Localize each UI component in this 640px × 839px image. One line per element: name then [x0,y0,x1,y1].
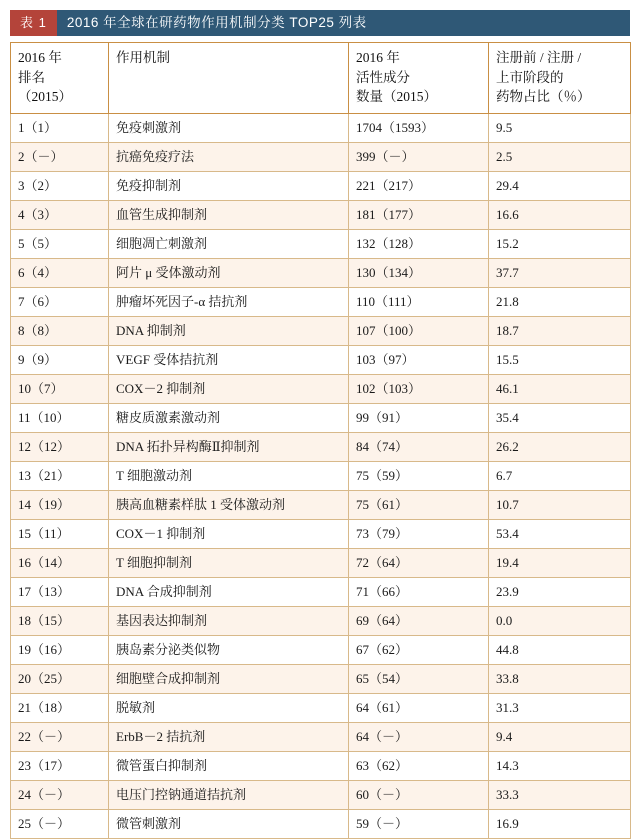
cell-rank: 12（12） [11,432,109,461]
cell-percentage: 37.7 [489,258,631,287]
cell-rank: 11（10） [11,403,109,432]
cell-rank: 10（7） [11,374,109,403]
cell-count: 1704（1593） [349,113,489,142]
cell-rank: 22（－） [11,722,109,751]
cell-count: 110（111） [349,287,489,316]
header-line: 上市阶段的 [496,69,564,85]
cell-rank: 25（－） [11,809,109,838]
table-row [11,345,631,374]
cell-count: 64（－） [349,722,489,751]
header-line: 2016 年 [356,50,400,65]
header-line: 药物占比（％） [496,89,591,105]
header-line: （2015） [18,89,72,105]
cell-mechanism: 胰岛素分泌类似物 [109,635,349,664]
cell-percentage: 9.5 [489,113,631,142]
cell-mechanism: T 细胞抑制剂 [109,548,349,577]
cell-mechanism: 肿瘤坏死因子-α 拮抗剂 [109,287,349,316]
table-row [11,548,631,577]
table-row [11,809,631,838]
cell-rank: 14（19） [11,490,109,519]
cell-mechanism: 免疫抑制剂 [109,171,349,200]
cell-rank: 15（11） [11,519,109,548]
cell-mechanism: 微管刺激剂 [109,809,349,838]
column-header-percentage [489,43,631,114]
cell-percentage: 15.2 [489,229,631,258]
cell-percentage: 9.4 [489,722,631,751]
table-head [11,43,631,114]
cell-percentage: 46.1 [489,374,631,403]
cell-percentage: 33.3 [489,780,631,809]
cell-mechanism: 基因表达抑制剂 [109,606,349,635]
cell-count: 107（100） [349,316,489,345]
table-row [11,490,631,519]
cell-percentage: 21.8 [489,287,631,316]
cell-count: 69（64） [349,606,489,635]
cell-mechanism: 血管生成抑制剂 [109,200,349,229]
table-body [11,113,631,838]
cell-rank: 1（1） [11,113,109,142]
table-row [11,751,631,780]
cell-percentage: 6.7 [489,461,631,490]
cell-percentage: 16.6 [489,200,631,229]
cell-count: 67（62） [349,635,489,664]
table-row [11,142,631,171]
cell-percentage: 53.4 [489,519,631,548]
cell-count: 75（59） [349,461,489,490]
cell-percentage: 14.3 [489,751,631,780]
table-number-tag: 表 1 [10,10,57,36]
cell-percentage: 44.8 [489,635,631,664]
cell-mechanism: 阿片 μ 受体激动剂 [109,258,349,287]
cell-rank: 19（16） [11,635,109,664]
cell-mechanism: 抗癌免疫疗法 [109,142,349,171]
cell-count: 75（61） [349,490,489,519]
cell-count: 181（177） [349,200,489,229]
cell-percentage: 35.4 [489,403,631,432]
cell-mechanism: COX－1 抑制剂 [109,519,349,548]
cell-mechanism: VEGF 受体拮抗剂 [109,345,349,374]
cell-rank: 3（2） [11,171,109,200]
cell-rank: 16（14） [11,548,109,577]
cell-mechanism: DNA 抑制剂 [109,316,349,345]
cell-count: 103（97） [349,345,489,374]
cell-percentage: 31.3 [489,693,631,722]
header-line: 活性成分 [356,69,410,85]
cell-percentage: 19.4 [489,548,631,577]
cell-rank: 4（3） [11,200,109,229]
table-row [11,287,631,316]
table-row [11,664,631,693]
cell-count: 65（54） [349,664,489,693]
cell-mechanism: 胰高血糖素样肽 1 受体激动剂 [109,490,349,519]
cell-rank: 21（18） [11,693,109,722]
cell-count: 84（74） [349,432,489,461]
table-row [11,432,631,461]
table-row [11,113,631,142]
cell-percentage: 2.5 [489,142,631,171]
cell-count: 64（61） [349,693,489,722]
cell-mechanism: 糖皮质激素激动剂 [109,403,349,432]
cell-count: 59（－） [349,809,489,838]
table-row [11,403,631,432]
cell-count: 399（－） [349,142,489,171]
cell-count: 132（128） [349,229,489,258]
column-header-mechanism [109,43,349,114]
table-header-row [11,43,631,114]
table-row [11,606,631,635]
table-title-bar [10,10,630,36]
cell-percentage: 33.8 [489,664,631,693]
cell-mechanism: DNA 拓扑异构酶Ⅱ抑制剂 [109,432,349,461]
cell-mechanism: T 细胞激动剂 [109,461,349,490]
cell-mechanism: 微管蛋白抑制剂 [109,751,349,780]
cell-percentage: 29.4 [489,171,631,200]
table-row [11,374,631,403]
cell-count: 99（91） [349,403,489,432]
table-row [11,635,631,664]
cell-rank: 18（15） [11,606,109,635]
table-row [11,722,631,751]
table-row [11,229,631,258]
cell-percentage: 15.5 [489,345,631,374]
table-row [11,577,631,606]
cell-mechanism: 电压门控钠通道拮抗剂 [109,780,349,809]
table-row [11,258,631,287]
cell-rank: 23（17） [11,751,109,780]
cell-rank: 17（13） [11,577,109,606]
cell-percentage: 23.9 [489,577,631,606]
header-line: 数量（2015） [356,89,437,105]
cell-mechanism: 脱敏剂 [109,693,349,722]
cell-mechanism: COX－2 抑制剂 [109,374,349,403]
header-line: 注册前 / 注册 / [496,50,582,65]
cell-mechanism: 细胞壁合成抑制剂 [109,664,349,693]
cell-count: 63（62） [349,751,489,780]
cell-count: 71（66） [349,577,489,606]
cell-percentage: 10.7 [489,490,631,519]
table-row [11,780,631,809]
cell-count: 102（103） [349,374,489,403]
cell-rank: 24（－） [11,780,109,809]
cell-percentage: 16.9 [489,809,631,838]
cell-rank: 5（5） [11,229,109,258]
table-row [11,200,631,229]
table-row [11,693,631,722]
cell-rank: 2（－） [11,142,109,171]
cell-rank: 13（21） [11,461,109,490]
column-header-rank [11,43,109,114]
cell-rank: 7（6） [11,287,109,316]
cell-count: 130（134） [349,258,489,287]
header-line: 排名 [18,69,45,85]
cell-count: 60（－） [349,780,489,809]
table-row [11,316,631,345]
cell-count: 73（79） [349,519,489,548]
cell-count: 72（64） [349,548,489,577]
header-line: 2016 年 [18,50,62,65]
cell-mechanism: 免疫刺激剂 [109,113,349,142]
cell-percentage: 26.2 [489,432,631,461]
cell-count: 221（217） [349,171,489,200]
cell-rank: 6（4） [11,258,109,287]
table-row [11,519,631,548]
header-line: 作用机制 [116,50,170,65]
cell-rank: 9（9） [11,345,109,374]
drug-mechanism-table [10,42,631,839]
cell-percentage: 0.0 [489,606,631,635]
cell-rank: 20（25） [11,664,109,693]
table-title: 2016 年全球在研药物作用机制分类 TOP25 列表 [57,10,630,36]
table-row [11,461,631,490]
cell-rank: 8（8） [11,316,109,345]
cell-mechanism: DNA 合成抑制剂 [109,577,349,606]
column-header-count [349,43,489,114]
cell-mechanism: ErbB－2 拮抗剂 [109,722,349,751]
cell-mechanism: 细胞凋亡刺激剂 [109,229,349,258]
table-row [11,171,631,200]
cell-percentage: 18.7 [489,316,631,345]
